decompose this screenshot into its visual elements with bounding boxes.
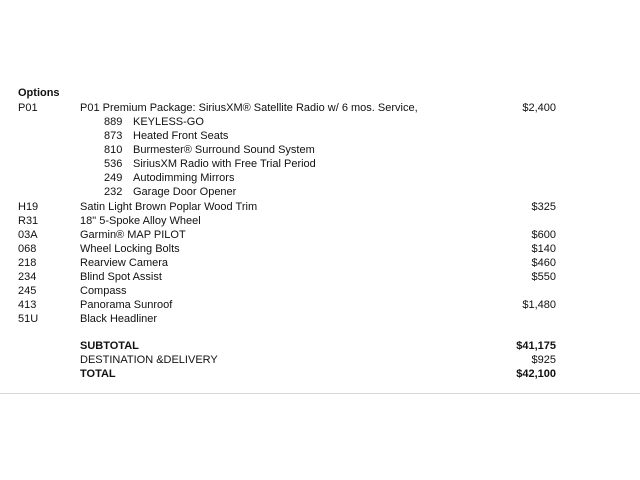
total-value: $42,100 <box>516 368 556 380</box>
package-item-row <box>0 129 640 143</box>
package-item-row <box>0 143 640 157</box>
option-row-03a <box>0 228 640 242</box>
option-price: $600 <box>531 229 556 241</box>
package-item-description: Autodimming Mirrors <box>133 172 235 184</box>
option-code: H19 <box>18 201 39 213</box>
package-item-row <box>0 185 640 199</box>
option-description: Wheel Locking Bolts <box>80 243 180 255</box>
option-row-413 <box>0 298 640 312</box>
package-item-description: Garage Door Opener <box>133 186 237 198</box>
option-row-068 <box>0 242 640 256</box>
options-heading: Options <box>18 87 60 99</box>
option-price: $325 <box>531 201 556 213</box>
package-item-description: SiriusXM Radio with Free Trial Period <box>133 158 316 170</box>
option-row-p01 <box>0 101 640 115</box>
subtotal-row <box>0 339 640 353</box>
option-description: Garmin® MAP PILOT <box>80 229 186 241</box>
package-item-description: KEYLESS-GO <box>133 116 204 128</box>
option-row-r31 <box>0 214 640 228</box>
package-item-code: 889 <box>104 116 123 128</box>
option-description: Blind Spot Assist <box>80 271 162 283</box>
option-price: $550 <box>531 271 556 283</box>
option-row-245 <box>0 284 640 298</box>
package-item-code: 873 <box>104 130 123 142</box>
total-label: TOTAL <box>80 368 116 380</box>
option-row-234 <box>0 270 640 284</box>
option-code: 234 <box>18 271 37 283</box>
option-price: $460 <box>531 257 556 269</box>
window-sticker-options <box>0 80 640 394</box>
option-code: 218 <box>18 257 37 269</box>
option-description: Panorama Sunroof <box>80 299 173 311</box>
package-item-row <box>0 171 640 185</box>
option-price: $1,480 <box>522 299 556 311</box>
package-item-code: 810 <box>104 144 123 156</box>
option-description: 18" 5-Spoke Alloy Wheel <box>80 215 201 227</box>
option-code: 413 <box>18 299 37 311</box>
package-item-code: 232 <box>104 186 123 198</box>
option-code: 068 <box>18 243 37 255</box>
subtotal-value: $41,175 <box>516 340 556 352</box>
package-item-code: 536 <box>104 158 123 170</box>
option-row-51u <box>0 312 640 326</box>
option-code: 03A <box>18 229 38 241</box>
option-description: Rearview Camera <box>80 257 169 269</box>
destination-value: $925 <box>531 354 556 366</box>
option-price: $2,400 <box>522 102 556 114</box>
option-code: 51U <box>18 313 39 325</box>
package-item-row <box>0 115 640 129</box>
destination-label: DESTINATION &DELIVERY <box>80 354 218 366</box>
option-description: Compass <box>80 285 127 297</box>
total-row <box>0 367 640 381</box>
package-item-code: 249 <box>104 172 123 184</box>
option-description: Satin Light Brown Poplar Wood Trim <box>80 201 258 213</box>
subtotal-label: SUBTOTAL <box>80 340 139 352</box>
option-code: P01 <box>18 102 38 114</box>
package-item-description: Burmester® Surround Sound System <box>133 144 315 156</box>
package-item-row <box>0 157 640 171</box>
option-row-218 <box>0 256 640 270</box>
option-row-h19 <box>0 200 640 214</box>
option-description: Black Headliner <box>80 313 158 325</box>
option-description: P01 Premium Package: SiriusXM® Satellite Radio w/ 6 mos. Service, <box>80 102 418 114</box>
option-code: 245 <box>18 285 37 297</box>
destination-row <box>0 353 640 367</box>
option-price: $140 <box>531 243 556 255</box>
package-item-description: Heated Front Seats <box>133 130 229 142</box>
option-code: R31 <box>18 215 39 227</box>
